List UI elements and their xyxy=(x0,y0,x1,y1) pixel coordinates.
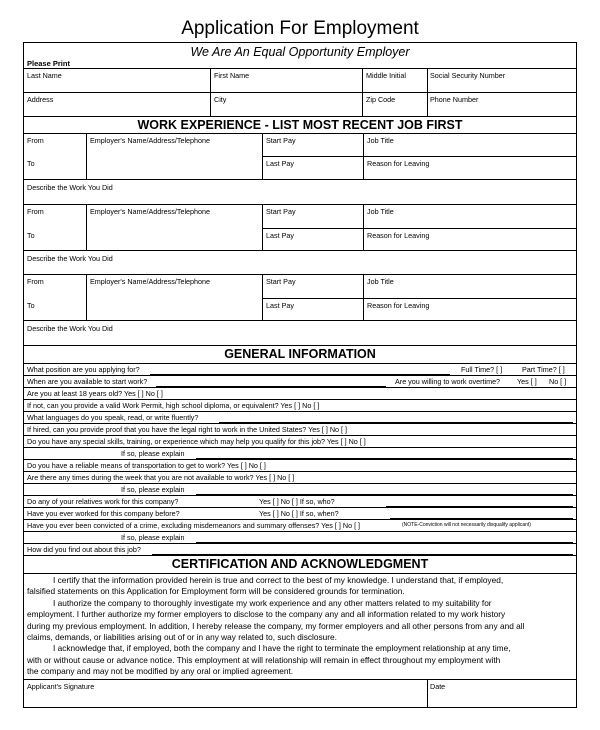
work-experience-heading: WORK EXPERIENCE - LIST MOST RECENT JOB FIRST xyxy=(137,118,463,132)
divider xyxy=(24,204,576,205)
cert-line: falsified statements on this Application for Employment form will be considered grounds for termination. xyxy=(27,586,405,597)
general-info-heading: GENERAL INFORMATION xyxy=(224,347,376,361)
divider xyxy=(262,274,263,320)
full-time-checkbox[interactable]: Full Time? [ ] xyxy=(461,365,503,374)
from-field[interactable]: From xyxy=(27,277,44,286)
divider xyxy=(86,133,87,179)
divider xyxy=(24,507,576,508)
divider xyxy=(86,274,87,320)
cert-line: the company and may not be modified by any oral or implied agreement. xyxy=(27,666,294,677)
to-field[interactable]: To xyxy=(27,159,35,168)
form-subtitle: We Are An Equal Opportunity Employer xyxy=(190,45,410,59)
please-print-note: Please Print xyxy=(27,59,70,68)
referral-question: How did you find out about this job? xyxy=(27,545,141,554)
divider xyxy=(24,250,576,251)
job-title-field[interactable]: Job Title xyxy=(367,136,394,145)
divider xyxy=(24,519,576,520)
cert-line: I certify that the information provided herein is true and correct to the best of my knowledge. I understand that, if employed, xyxy=(53,575,504,585)
relatives-options[interactable]: Yes [ ] No [ ] If so, who? xyxy=(259,497,335,506)
worked-before-question: Have you ever worked for this company before? xyxy=(27,509,180,518)
divider xyxy=(24,179,576,180)
divider xyxy=(24,435,576,436)
phone-field[interactable]: Phone Number xyxy=(430,95,479,104)
divider xyxy=(24,68,576,69)
divider xyxy=(24,495,576,496)
availability-explain-label: If so, please explain xyxy=(121,485,185,494)
employer-field[interactable]: Employer's Name/Address/Telephone xyxy=(90,277,211,286)
divider xyxy=(363,274,364,320)
divider xyxy=(24,92,576,93)
divider xyxy=(24,543,576,544)
city-field[interactable]: City xyxy=(214,95,227,104)
skills-question[interactable]: Do you have any special skills, training, or experience which may help you qualify for this job? Yes [ ] No [ ] xyxy=(27,437,366,446)
reason-field[interactable]: Reason for Leaving xyxy=(367,301,430,310)
cert-line: employment. I further authorize my former employers to disclose to the company any and all information related to my work history xyxy=(27,609,506,620)
availability-question[interactable]: Are there any times during the week that you are not available to work? Yes [ ] No [ ] xyxy=(27,473,295,482)
describe-work-field[interactable]: Describe the Work You Did xyxy=(27,324,113,333)
divider xyxy=(24,399,576,400)
divider xyxy=(263,228,576,229)
ssn-field[interactable]: Social Security Number xyxy=(430,71,506,80)
application-form xyxy=(23,42,577,708)
start-pay-field[interactable]: Start Pay xyxy=(266,277,296,286)
last-pay-field[interactable]: Last Pay xyxy=(266,231,294,240)
divider xyxy=(24,387,576,388)
age-question[interactable]: Are you at least 18 years old? Yes [ ] No [ ] xyxy=(27,389,163,398)
certification-heading: CERTIFICATION AND ACKNOWLEDGMENT xyxy=(171,557,429,571)
conviction-note: (NOTE-Conviction will not necessarily disqualify applicant) xyxy=(402,522,531,528)
divider xyxy=(24,411,576,412)
divider xyxy=(24,375,576,376)
divider xyxy=(24,483,576,484)
cert-line: with or without cause or advance notice. This employment at will relationship will remain in effect throughout my employment with xyxy=(27,654,501,665)
divider xyxy=(262,204,263,250)
job-title-field[interactable]: Job Title xyxy=(367,207,394,216)
position-question: What position are you applying for? xyxy=(27,365,140,374)
job-title-field[interactable]: Job Title xyxy=(367,277,394,286)
divider xyxy=(24,679,576,680)
skills-explain-label: If so, please explain xyxy=(121,449,185,458)
divider xyxy=(24,573,576,574)
form-title: Application For Employment xyxy=(181,18,419,39)
middle-initial-field[interactable]: Middle Initial xyxy=(366,71,406,80)
divider xyxy=(24,423,576,424)
signature-field[interactable]: Applicant's Signature xyxy=(27,682,95,691)
from-field[interactable]: From xyxy=(27,136,44,145)
divider xyxy=(24,459,576,460)
cert-line: during my previous employment. In addition, I hereby release the company, my former employers and all other persons from any and all xyxy=(27,620,525,631)
divider xyxy=(24,133,576,134)
overtime-yes-checkbox[interactable]: Yes [ ] xyxy=(517,377,537,386)
reason-field[interactable]: Reason for Leaving xyxy=(367,231,430,240)
divider xyxy=(363,204,364,250)
divider xyxy=(24,363,576,364)
employer-field[interactable]: Employer's Name/Address/Telephone xyxy=(90,136,211,145)
divider xyxy=(24,531,576,532)
date-field[interactable]: Date xyxy=(430,682,446,691)
to-field[interactable]: To xyxy=(27,231,35,240)
transportation-question[interactable]: Do you have a reliable means of transportation to get to work? Yes [ ] No [ ] xyxy=(27,461,266,470)
start-pay-field[interactable]: Start Pay xyxy=(266,136,296,145)
conviction-explain-label: If so, please explain xyxy=(121,533,185,542)
divider xyxy=(86,204,87,250)
describe-work-field[interactable]: Describe the Work You Did xyxy=(27,254,113,263)
divider xyxy=(427,679,428,708)
overtime-no-checkbox[interactable]: No [ ] xyxy=(549,377,567,386)
cert-line: claims, demands, or liabilities arising out of or in any way related to, such disclosure. xyxy=(27,632,337,643)
divider xyxy=(24,471,576,472)
to-field[interactable]: To xyxy=(27,301,35,310)
start-pay-field[interactable]: Start Pay xyxy=(266,207,296,216)
reason-field[interactable]: Reason for Leaving xyxy=(367,159,430,168)
last-pay-field[interactable]: Last Pay xyxy=(266,301,294,310)
conviction-question[interactable]: Have you ever been convicted of a crime, excluding misdemeanors and summary offenses? Yes [ ] No [ ] xyxy=(27,521,361,530)
first-name-field[interactable]: First Name xyxy=(214,71,250,80)
relatives-question: Do any of your relatives work for this company? xyxy=(27,497,179,506)
worked-before-options[interactable]: Yes [ ] No [ ] If so, when? xyxy=(259,509,339,518)
divider xyxy=(24,320,576,321)
zip-field[interactable]: Zip Code xyxy=(366,95,396,104)
address-field[interactable]: Address xyxy=(27,95,54,104)
certification-text xyxy=(27,575,573,678)
divider xyxy=(24,447,576,448)
overtime-question: Are you willing to work overtime? xyxy=(395,377,501,386)
describe-work-field[interactable]: Describe the Work You Did xyxy=(27,183,113,192)
from-field[interactable]: From xyxy=(27,207,44,216)
employer-field[interactable]: Employer's Name/Address/Telephone xyxy=(90,207,211,216)
divider xyxy=(263,156,576,157)
part-time-checkbox[interactable]: Part Time? [ ] xyxy=(522,365,565,374)
cert-line: I authorize the company to thoroughly investigate my work experience and any other matters related to my suitability for xyxy=(53,597,492,608)
last-pay-field[interactable]: Last Pay xyxy=(266,159,294,168)
last-name-field[interactable]: Last Name xyxy=(27,71,62,80)
legal-right-question[interactable]: If hired, can you provide proof that you have the legal right to work in the United States? Yes [ ] No [ ] xyxy=(27,425,348,434)
divider xyxy=(24,274,576,275)
start-date-question: When are you available to start work? xyxy=(27,377,148,386)
work-permit-question[interactable]: If not, can you provide a valid Work Permit, high school diploma, or equivalent? Yes [ ] No [ ] xyxy=(27,401,320,410)
divider xyxy=(263,298,576,299)
languages-question: What languages do you speak, read, or write fluently? xyxy=(27,413,199,422)
cert-line: I acknowledge that, if employed, both the company and I have the right to terminate the employment relationship at any time, xyxy=(53,643,511,654)
